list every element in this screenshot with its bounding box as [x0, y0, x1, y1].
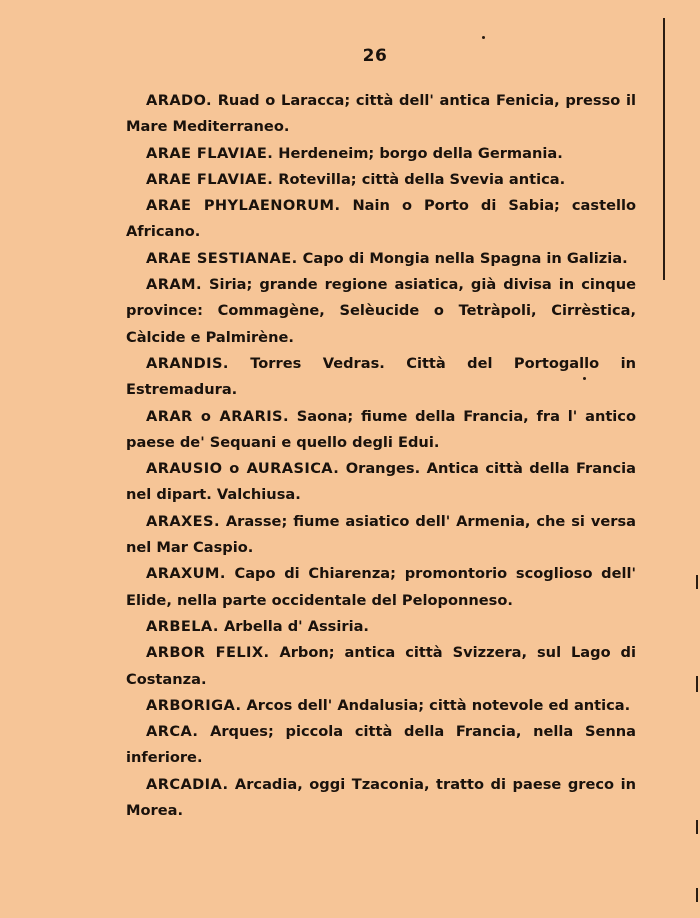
entry-definition: Ruad o Laracca; città dell' antica Fenicia, presso il Mare Mediterraneo. [126, 92, 636, 136]
entry-definition: Arcadia, oggi Tzaconia, tratto di paese greco in Morea. [126, 775, 636, 820]
edge-mark [696, 888, 698, 902]
entry-headword: ARAE FLAVIAE. [146, 170, 274, 188]
entry-headword: ARCA. [146, 723, 199, 741]
entry-headword: ARBELA. [146, 617, 219, 635]
entry-definition: Capo di Mongia nella Spagna in Galizia. [302, 249, 628, 267]
ink-speck [482, 36, 485, 39]
entry-headword: ARADO. [146, 92, 212, 109]
entry-definition: Arcos dell' Andalusia; città notevole ed antica. [246, 696, 631, 714]
dictionary-entry [126, 509, 636, 562]
dictionary-entry [126, 272, 636, 351]
entry-definition: Capo di Chiarenza; promontorio scoglioso dell' Elide, nella parte occidentale del Peloponneso. [126, 565, 636, 609]
entry-headword: ARANDIS. [146, 354, 229, 372]
entry-definition: Arbella d' Assiria. [223, 617, 369, 635]
entry-headword: ARAUSIO o AURASICA. [146, 460, 340, 478]
dictionary-entry [126, 404, 636, 457]
dictionary-entry [126, 719, 636, 772]
entry-headword: ARBORIGA. [146, 696, 242, 714]
dictionary-entry [126, 456, 636, 509]
entry-headword: ARAM. [146, 276, 202, 294]
entry-headword: ARAE SESTIANAE. [146, 249, 298, 267]
entry-definition: Oranges. Antica città della Francia nel dipart. Valchiusa. [126, 460, 636, 504]
entry-definition: Rotevilla; città della Svevia antica. [278, 170, 566, 188]
entry-definition: Saona; fiume della Francia, fra l' antico paese de' Sequani e quello degli Edui. [126, 407, 636, 451]
dictionary-entry [126, 561, 636, 614]
dictionary-entry [126, 772, 636, 825]
dictionary-entry [126, 88, 636, 141]
dictionary-entry [126, 193, 636, 246]
dictionary-entry [126, 167, 636, 193]
dictionary-entry [126, 246, 636, 272]
entry-headword: ARAR o ARARIS. [146, 407, 289, 425]
dictionary-entries [126, 88, 636, 824]
edge-mark [696, 575, 698, 589]
entry-definition: Arasse; fiume asiatico dell' Armenia, che si versa nel Mar Caspio. [126, 512, 636, 557]
entry-headword: ARAXES. [146, 512, 220, 530]
entry-definition: Arbon; antica città Svizzera, sul Lago di Costanza. [126, 644, 636, 688]
entry-headword: ARAE PHYLAENORUM. [146, 197, 341, 215]
entry-definition: Arques; piccola città della Francia, nella Senna inferiore. [126, 723, 636, 767]
entry-definition: Nain o Porto di Sabia; castello Africano. [126, 197, 636, 241]
entry-definition: Siria; grande regione asiatica, già divisa in cinque province: Commagène, Selèucide o Tetràpoli, Cirrèstica, Càlcide e Palmirène. [126, 276, 636, 346]
edge-mark [696, 820, 698, 834]
page-number: 26 [362, 46, 388, 66]
entry-headword: ARAXUM. [146, 565, 226, 583]
dictionary-entry [126, 693, 636, 719]
entry-definition: Herdeneim; borgo della Germania. [278, 144, 563, 162]
dictionary-entry [126, 640, 636, 693]
entry-definition: Torres Vedras. Città del Portogallo in Estremadura. [126, 354, 636, 399]
entry-headword: ARAE FLAVIAE. [146, 144, 274, 162]
entry-headword: ARCADIA. [146, 775, 229, 793]
entry-headword: ARBOR FELIX. [146, 644, 270, 662]
dictionary-entry [126, 614, 636, 640]
edge-mark [696, 676, 698, 692]
dictionary-entry [126, 141, 636, 167]
dictionary-entry [126, 351, 636, 404]
